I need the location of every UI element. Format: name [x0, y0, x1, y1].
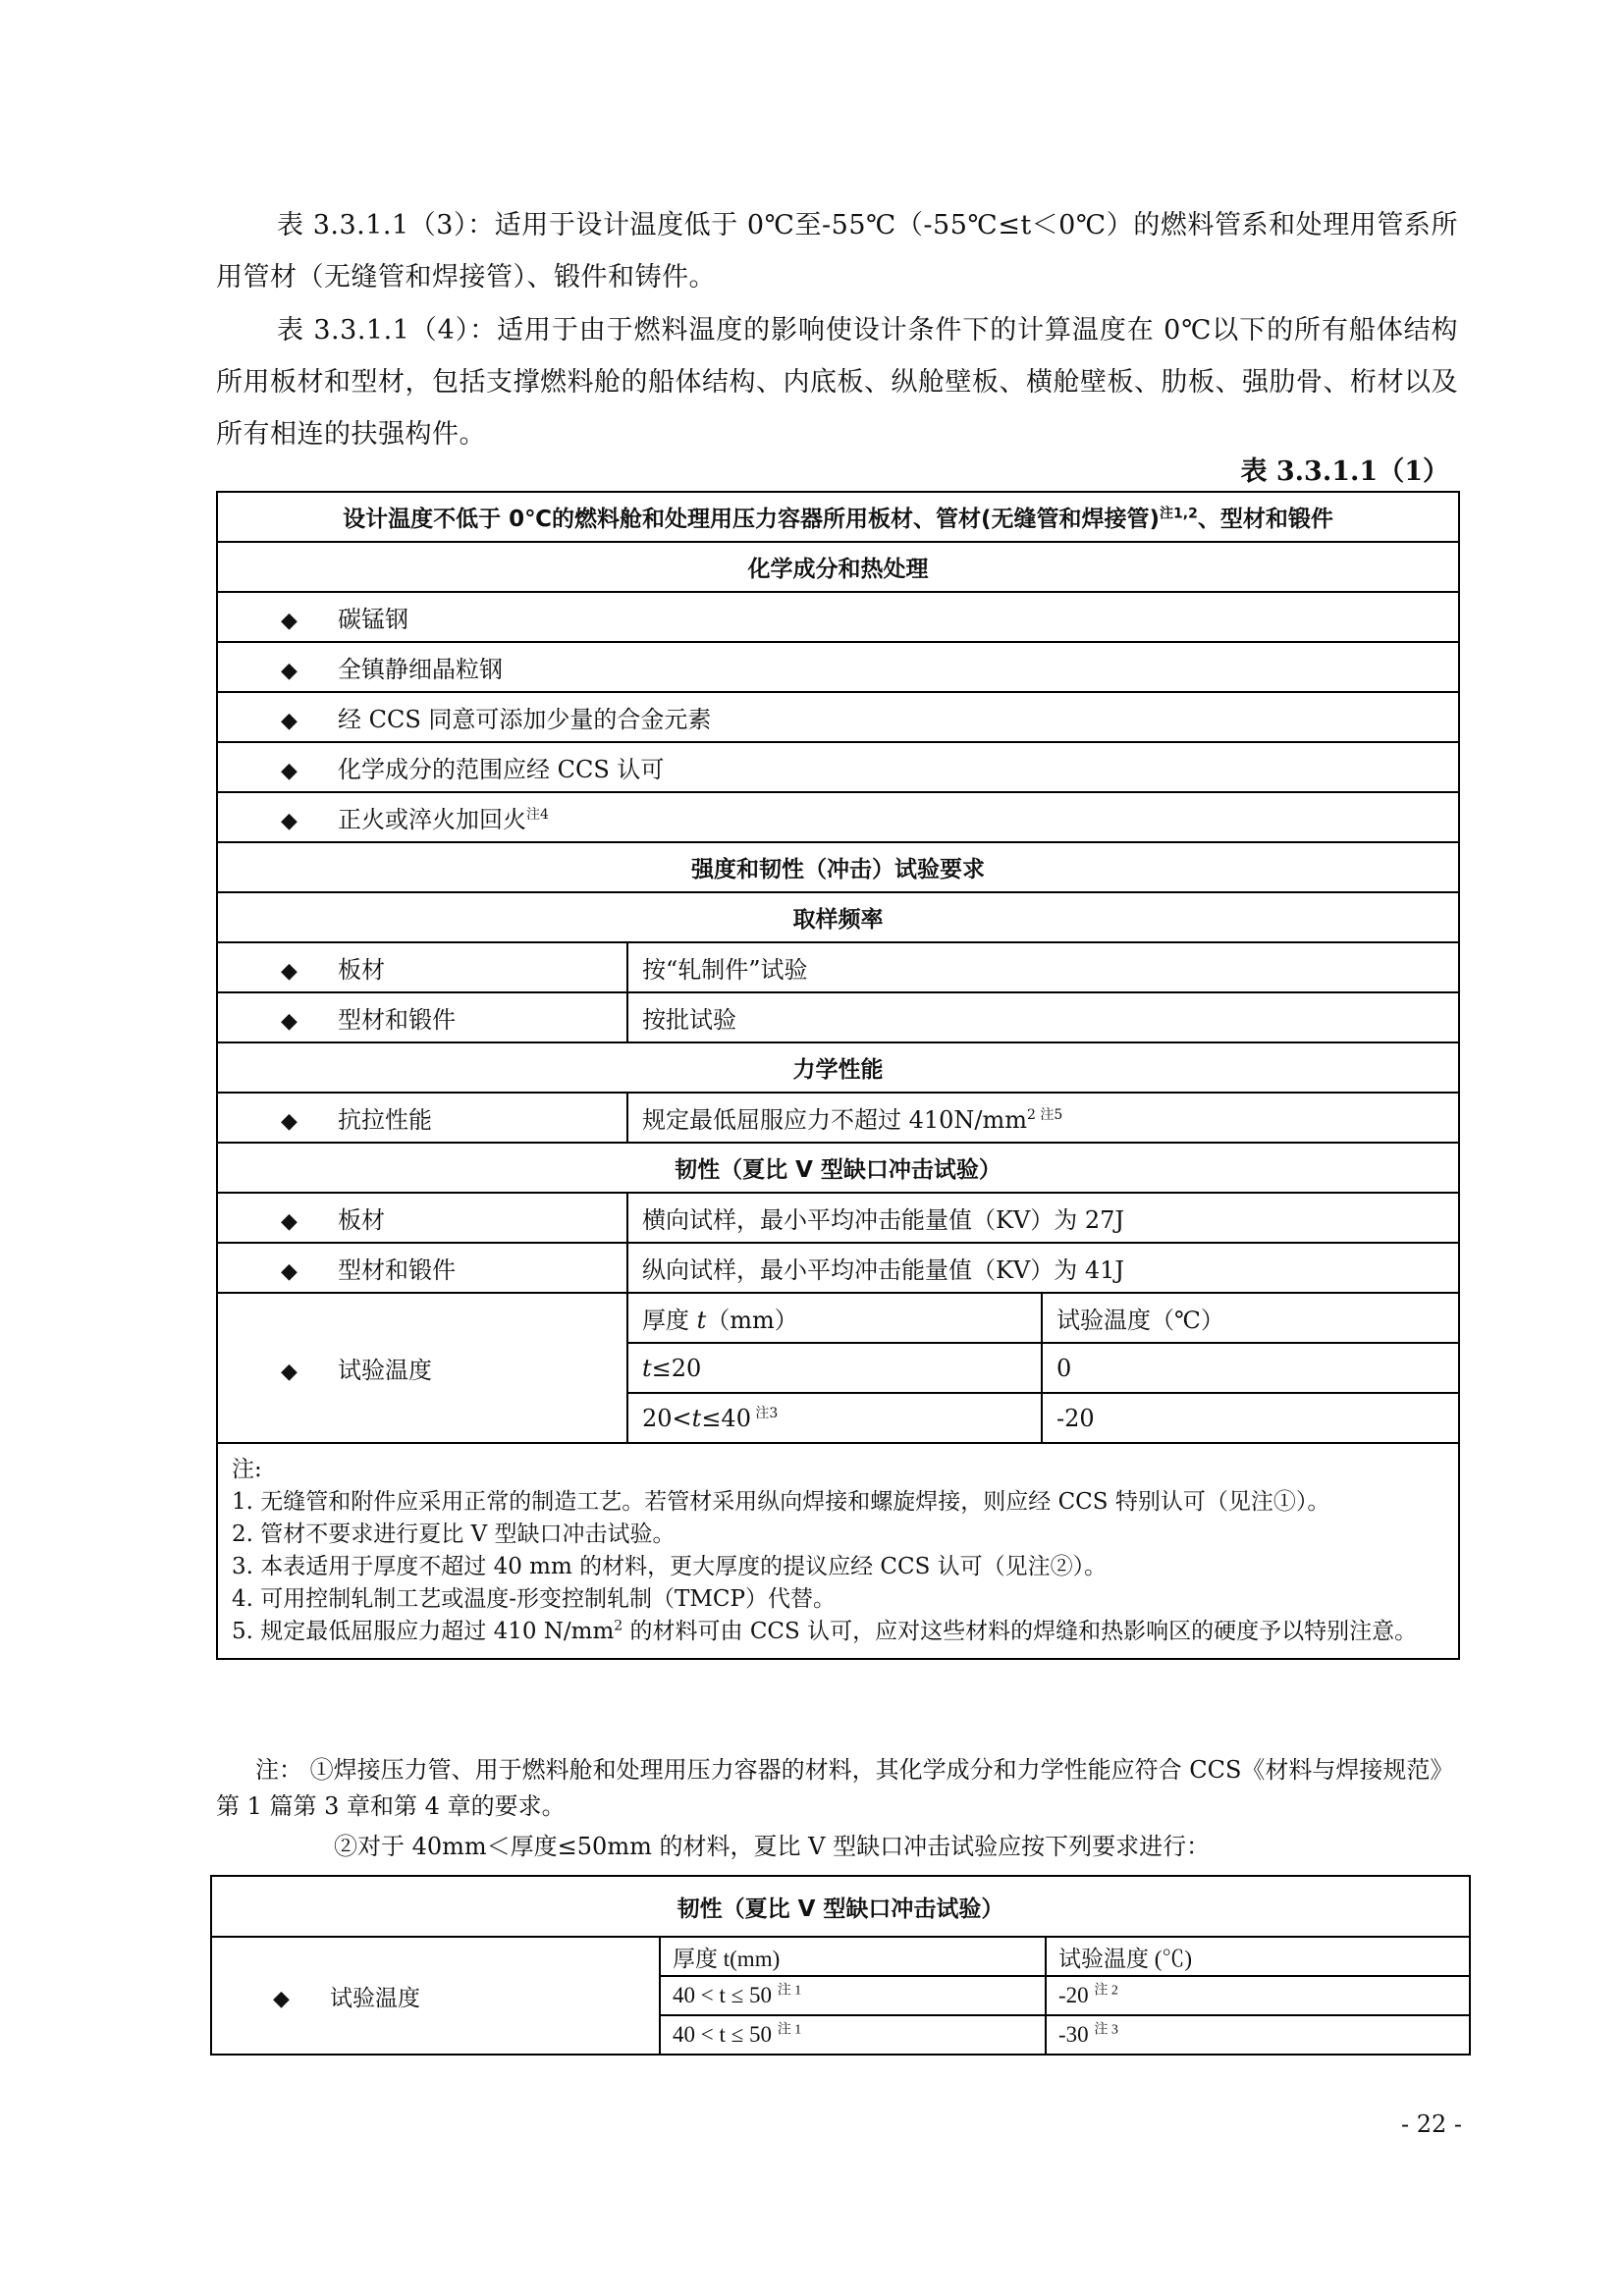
table-row: [217, 642, 1459, 692]
thickness-cell: 40 < t ≤ 50 $^{注 1}$: [660, 1976, 1046, 2015]
row-value: 横向试样，最小平均冲击能量值（KV）为 27J: [627, 1193, 1459, 1243]
table-row: [217, 992, 1459, 1042]
note-item: 4. 可用控制轧制工艺或温度-形变控制轧制（TMCP）代替。: [232, 1586, 836, 1612]
section-header-chemistry: 化学成分和热处理: [217, 542, 1459, 592]
row-value: 按“轧制件”试验: [627, 942, 1459, 992]
list-item: ◆ 经 CCS 同意可添加少量的合金元素: [217, 692, 1459, 742]
table-row: [211, 1937, 1470, 1976]
temperature-header: 试验温度 (℃): [1046, 1937, 1470, 1976]
row-value: 按批试验: [627, 992, 1459, 1042]
row-label: ◆ 型材和锻件: [217, 992, 627, 1042]
table-row: [217, 1293, 1459, 1343]
table-row: [217, 942, 1459, 992]
thickness-header: 厚度 t（mm）: [627, 1293, 1042, 1343]
table-row: [217, 1093, 1459, 1143]
diamond-bullet-icon: ◆: [273, 1986, 290, 2011]
table-row: [217, 1042, 1459, 1093]
table-row: [217, 792, 1459, 842]
diamond-bullet-icon: ◆: [281, 659, 298, 683]
table-row: [217, 892, 1459, 942]
table-row: [217, 1243, 1459, 1293]
temperature-cell: 0: [1042, 1343, 1459, 1393]
list-item: ◆ 化学成分的范围应经 CCS 认可: [217, 742, 1459, 792]
row-label: ◆ 型材和锻件: [217, 1243, 627, 1293]
paragraph-table-3-desc: 表 3.3.1.1（3）：适用于设计温度低于 0℃至-55℃（-55℃≤t＜0℃）的燃料管系和处理用管系所用管材（无缝管和焊接管）、锻件和铸件。: [216, 210, 1458, 293]
temperature-cell: -20: [1042, 1393, 1459, 1443]
list-item: ◆ 正火或淬火加回火$^{注4}$: [217, 792, 1459, 842]
diamond-bullet-icon: ◆: [281, 1109, 298, 1134]
table-row: [217, 542, 1459, 592]
row-label: ◆ 抗拉性能: [217, 1093, 627, 1143]
section-header-mechanical: 力学性能: [217, 1042, 1459, 1093]
table-row: [217, 1193, 1459, 1243]
note-item: 5. 规定最低屈服应力超过 410 $N/mm^2$ 的材料可由 CCS 认可，应对这些材料的焊缝和热影响区的硬度予以特别注意。: [232, 1618, 1418, 1644]
table-notes: [217, 1443, 1459, 1659]
row-label: ◆ 板材: [217, 1193, 627, 1243]
notes-title: 注:: [232, 1457, 262, 1482]
table-row: [217, 592, 1459, 642]
list-item: ◆ 全镇静细晶粒钢: [217, 642, 1459, 692]
section-header-toughness: 韧性（夏比 V 型缺口冲击试验）: [217, 1143, 1459, 1193]
row-value: 规定最低屈服应力不超过 $410N/mm^2$ $^{注5}$: [627, 1093, 1459, 1143]
list-item: ◆ 碳锰钢: [217, 592, 1459, 642]
row-label: ◆ 板材: [217, 942, 627, 992]
thickness-header: 厚度 t(mm): [660, 1937, 1046, 1976]
footnote-1: 注： ①焊接压力管、用于燃料舱和处理用压力容器的材料，其化学成分和力学性能应符合 CCS《材料与焊接规范》第 1 篇第 3 章和第 4 章的要求。: [216, 1756, 1454, 1820]
temperature-header: 试验温度（℃）: [1042, 1293, 1459, 1343]
section-header-sampling: 取样频率: [217, 892, 1459, 942]
table2-header: 韧性（夏比 V 型缺口冲击试验）: [211, 1876, 1470, 1937]
diamond-bullet-icon: ◆: [281, 609, 298, 633]
note-item: 2. 管材不要求进行夏比 V 型缺口冲击试验。: [232, 1522, 676, 1547]
page-number: - 22 -: [1400, 2110, 1462, 2138]
paragraph-table-4-desc: 表 3.3.1.1（4）：适用于由于燃料温度的影响使设计条件下的计算温度在 0℃以下的所有船体结构所用板材和型材，包括支撑燃料舱的船体结构、内底板、纵舱壁板、横舱壁板、肋板、强肋骨、桁材以及所有相连的扶强构件。: [216, 315, 1458, 450]
diamond-bullet-icon: ◆: [281, 959, 298, 984]
thick-material-table: [210, 1875, 1471, 2056]
diamond-bullet-icon: ◆: [281, 809, 298, 833]
table-row: [217, 692, 1459, 742]
table-row: [217, 742, 1459, 792]
diamond-bullet-icon: ◆: [281, 759, 298, 783]
diamond-bullet-icon: ◆: [281, 1360, 298, 1384]
table-row: [217, 1443, 1459, 1659]
temperature-cell: -30 $^{注 3}$: [1046, 2015, 1470, 2055]
table-row: [217, 842, 1459, 892]
thickness-cell: 20<t≤40 $^{注3}$: [627, 1393, 1042, 1443]
table-row: [217, 492, 1459, 542]
table-row: [211, 1876, 1470, 1937]
requirements-table: [216, 491, 1460, 1660]
footnote-2: ②对于 40mm＜厚度≤50mm 的材料，夏比 V 型缺口冲击试验应按下列要求进行：: [334, 1833, 1211, 1860]
temperature-cell: -20 $^{注 2}$: [1046, 1976, 1470, 2015]
thickness-cell: t≤20: [627, 1343, 1042, 1393]
note-item: 3. 本表适用于厚度不超过 40 mm 的材料，更大厚度的提议应经 CCS 认可（见注②）。: [232, 1554, 1108, 1579]
row-value: 纵向试样，最小平均冲击能量值（KV）为 41J: [627, 1243, 1459, 1293]
note-item: 1. 无缝管和附件应采用正常的制造工艺。若管材采用纵向焊接和螺旋焊接，则应经 CCS 特别认可（见注①）。: [232, 1489, 1330, 1515]
diamond-bullet-icon: ◆: [281, 1009, 298, 1034]
thickness-cell: 40 < t ≤ 50 $^{注 1}$: [660, 2015, 1046, 2055]
diamond-bullet-icon: ◆: [281, 709, 298, 733]
diamond-bullet-icon: ◆: [281, 1209, 298, 1234]
table-caption: 表 3.3.1.1（1）: [1240, 456, 1449, 487]
table-row: [217, 1143, 1459, 1193]
row-label: ◆ 试验温度: [211, 1937, 660, 2055]
diamond-bullet-icon: ◆: [281, 1259, 298, 1284]
row-label: ◆ 试验温度: [217, 1293, 627, 1443]
table-title: 设计温度不低于 0℃的燃料舱和处理用压力容器所用板材、管材(无缝管和焊接管)$^{注1,2}$、型材和锻件: [217, 492, 1459, 542]
section-header-strength: 强度和韧性（冲击）试验要求: [217, 842, 1459, 892]
